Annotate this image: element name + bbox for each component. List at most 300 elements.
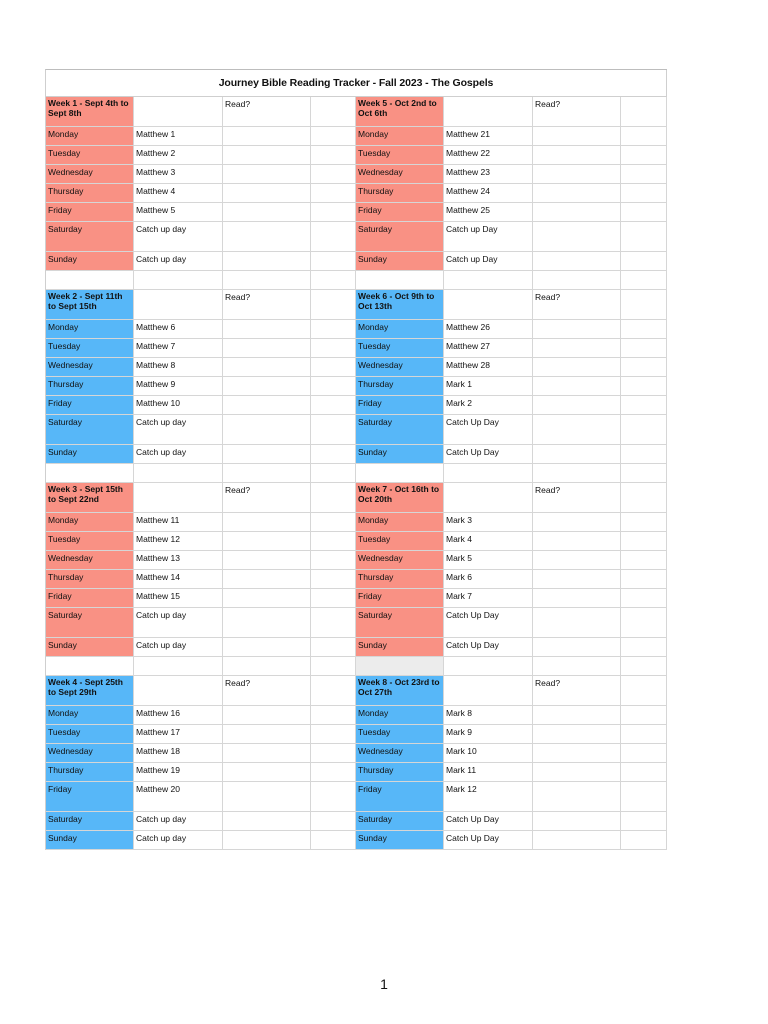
reading-cell: Matthew 15 [134,589,223,607]
table-row [46,638,356,657]
table-row [46,706,356,725]
read-checkbox-cell[interactable] [533,252,621,270]
read-checkbox-cell[interactable] [223,551,311,569]
reading-cell: Matthew 12 [134,532,223,550]
read-checkbox-cell[interactable] [223,358,311,376]
day-label: Wednesday [46,744,134,762]
spacer-cell [356,657,444,675]
table-row [46,146,356,165]
table-row [356,782,667,812]
week-header: Week 6 - Oct 9th to Oct 13th [356,290,444,319]
day-label: Wednesday [356,744,444,762]
table-row [46,608,356,638]
table-row [46,763,356,782]
read-checkbox-cell[interactable] [223,203,311,221]
reading-cell: Matthew 21 [444,127,533,145]
read-checkbox-cell[interactable] [223,377,311,395]
reading-cell: Matthew 6 [134,320,223,338]
day-label: Wednesday [46,358,134,376]
empty-cell [621,184,667,202]
day-label: Tuesday [356,532,444,550]
read-checkbox-cell[interactable] [223,252,311,270]
reading-cell: Mark 3 [444,513,533,531]
reading-tracker-table [45,69,667,850]
day-label: Saturday [46,415,134,444]
table-row [46,589,356,608]
empty-cell [621,320,667,338]
read-checkbox-cell[interactable] [533,184,621,202]
table-row [46,184,356,203]
empty-cell [621,638,667,656]
reading-cell: Matthew 14 [134,570,223,588]
day-label: Friday [356,396,444,414]
empty-cell [621,782,667,811]
read-checkbox-cell[interactable] [533,377,621,395]
read-checkbox-cell[interactable] [223,812,311,830]
empty-cell [444,290,533,319]
empty-cell [621,608,667,637]
spacer-cell [223,464,311,482]
day-label: Sunday [356,638,444,656]
empty-cell [311,513,356,531]
reading-cell: Matthew 7 [134,339,223,357]
read-header: Read? [223,483,311,512]
week-header: Week 7 - Oct 16th to Oct 20th [356,483,444,512]
week-table-left [46,676,356,850]
day-label: Thursday [356,570,444,588]
read-checkbox-cell[interactable] [533,570,621,588]
week-header-row [46,676,356,706]
read-checkbox-cell[interactable] [533,222,621,251]
table-row [356,763,667,782]
week-header: Week 4 - Sept 25th to Sept 29th [46,676,134,705]
empty-cell [311,551,356,569]
day-label: Wednesday [356,165,444,183]
empty-cell [621,744,667,762]
week-header: Week 1 - Sept 4th to Sept 8th [46,97,134,126]
empty-cell [621,222,667,251]
week-header: Week 8 - Oct 23rd to Oct 27th [356,676,444,705]
read-checkbox-cell[interactable] [533,165,621,183]
spacer-cell [356,271,444,289]
read-checkbox-cell[interactable] [533,445,621,463]
read-checkbox-cell[interactable] [533,706,621,724]
day-label: Wednesday [46,551,134,569]
reading-cell: Mark 2 [444,396,533,414]
read-checkbox-cell[interactable] [533,589,621,607]
table-row [356,532,667,551]
day-label: Friday [46,396,134,414]
read-checkbox-cell[interactable] [533,146,621,164]
spacer-cell [444,271,533,289]
day-label: Tuesday [46,725,134,743]
day-label: Tuesday [46,146,134,164]
table-row [356,445,667,464]
day-label: Thursday [356,377,444,395]
read-checkbox-cell[interactable] [533,396,621,414]
read-checkbox-cell[interactable] [533,831,621,849]
read-checkbox-cell[interactable] [223,415,311,444]
empty-cell [444,97,533,126]
empty-cell [311,532,356,550]
week-blocks [46,97,667,850]
table-row [46,831,356,850]
spacer-cell [356,464,444,482]
reading-cell: Matthew 3 [134,165,223,183]
reading-cell: Catch up day [134,415,223,444]
read-checkbox-cell[interactable] [223,638,311,656]
day-label: Monday [356,320,444,338]
read-checkbox-cell[interactable] [533,812,621,830]
read-checkbox-cell[interactable] [223,570,311,588]
table-row [46,532,356,551]
empty-cell [134,483,223,512]
day-label: Sunday [356,831,444,849]
reading-cell: Matthew 11 [134,513,223,531]
day-label: Sunday [356,445,444,463]
reading-cell: Matthew 4 [134,184,223,202]
day-label: Monday [46,127,134,145]
day-label: Wednesday [46,165,134,183]
read-checkbox-cell[interactable] [223,146,311,164]
empty-cell [311,165,356,183]
spacer-cell [311,464,356,482]
table-row [46,396,356,415]
day-label: Saturday [46,222,134,251]
empty-cell [311,831,356,849]
empty-cell [311,320,356,338]
empty-cell [621,146,667,164]
reading-cell: Matthew 20 [134,782,223,811]
empty-cell [621,706,667,724]
table-row [356,744,667,763]
read-checkbox-cell[interactable] [223,165,311,183]
read-checkbox-cell[interactable] [533,744,621,762]
reading-cell: Catch Up Day [444,608,533,637]
day-label: Tuesday [356,339,444,357]
week-table-left [46,97,356,271]
read-checkbox-cell[interactable] [223,184,311,202]
reading-cell: Catch Up Day [444,638,533,656]
empty-cell [311,203,356,221]
reading-cell: Catch Up Day [444,415,533,444]
day-label: Sunday [46,638,134,656]
read-checkbox-cell[interactable] [533,203,621,221]
table-row [356,725,667,744]
table-row [356,570,667,589]
empty-cell [621,570,667,588]
read-checkbox-cell[interactable] [223,831,311,849]
empty-cell [311,290,356,319]
read-header: Read? [533,676,621,705]
day-label: Friday [356,782,444,811]
read-checkbox-cell[interactable] [533,608,621,637]
empty-cell [621,165,667,183]
day-label: Friday [46,589,134,607]
read-checkbox-cell[interactable] [533,638,621,656]
read-checkbox-cell[interactable] [223,589,311,607]
read-checkbox-cell[interactable] [533,763,621,781]
spacer-cell [46,271,134,289]
empty-cell [621,513,667,531]
reading-cell: Catch up day [134,831,223,849]
spacer-cell [46,464,134,482]
week-header-row [356,290,667,320]
reading-cell: Matthew 5 [134,203,223,221]
empty-cell [621,396,667,414]
empty-cell [621,415,667,444]
read-checkbox-cell[interactable] [533,513,621,531]
table-row [46,744,356,763]
table-row [356,831,667,850]
empty-cell [311,608,356,637]
read-checkbox-cell[interactable] [533,415,621,444]
read-checkbox-cell[interactable] [533,358,621,376]
week-table-left [46,483,356,657]
table-row [356,513,667,532]
read-checkbox-cell[interactable] [223,744,311,762]
read-checkbox-cell[interactable] [533,127,621,145]
reading-cell: Matthew 27 [444,339,533,357]
table-row [356,127,667,146]
day-label: Tuesday [356,146,444,164]
week-table-right [356,483,667,657]
empty-cell [311,570,356,588]
day-label: Thursday [46,184,134,202]
read-header: Read? [223,676,311,705]
table-row [356,358,667,377]
reading-cell: Mark 1 [444,377,533,395]
read-checkbox-cell[interactable] [533,532,621,550]
empty-cell [621,551,667,569]
read-checkbox-cell[interactable] [223,222,311,251]
day-label: Tuesday [356,725,444,743]
table-row [356,396,667,415]
spacer-cell [621,271,667,289]
reading-cell: Catch Up Day [444,445,533,463]
reading-cell: Matthew 2 [134,146,223,164]
table-row [46,812,356,831]
week-block [46,97,667,271]
week-header: Week 5 - Oct 2nd to Oct 6th [356,97,444,126]
day-label: Friday [356,203,444,221]
spacer-cell [46,657,134,675]
empty-cell [311,396,356,414]
empty-cell [311,782,356,811]
day-label: Saturday [356,415,444,444]
week-header-row [356,97,667,127]
empty-cell [621,97,667,126]
spacer-cell [134,271,223,289]
empty-cell [311,222,356,251]
read-checkbox-cell[interactable] [223,706,311,724]
reading-cell: Catch up day [134,445,223,463]
spacer-cell [621,657,667,675]
empty-cell [444,483,533,512]
reading-cell: Matthew 13 [134,551,223,569]
table-row [356,706,667,725]
read-header: Read? [533,483,621,512]
empty-cell [311,744,356,762]
day-label: Thursday [356,184,444,202]
table-row [356,589,667,608]
week-header-row [46,97,356,127]
reading-cell: Matthew 19 [134,763,223,781]
empty-cell [311,146,356,164]
table-row [356,252,667,271]
day-label: Wednesday [356,551,444,569]
day-label: Saturday [46,812,134,830]
spacer-cell [134,464,223,482]
reading-cell: Mark 12 [444,782,533,811]
week-header: Week 2 - Sept 11th to Sept 15th [46,290,134,319]
table-row [46,551,356,570]
table-row [356,608,667,638]
reading-cell: Matthew 28 [444,358,533,376]
spacer-cell [223,271,311,289]
spacer-cell [533,464,621,482]
reading-cell: Catch Up Day [444,831,533,849]
empty-cell [134,676,223,705]
read-checkbox-cell[interactable] [533,320,621,338]
spacer-cell [444,464,533,482]
reading-cell: Matthew 22 [444,146,533,164]
day-label: Saturday [356,222,444,251]
reading-cell: Catch up day [134,608,223,637]
spacer-cell [444,657,533,675]
table-row [46,203,356,222]
read-checkbox-cell[interactable] [223,445,311,463]
week-table-left [46,290,356,464]
read-checkbox-cell[interactable] [533,339,621,357]
reading-cell: Mark 6 [444,570,533,588]
empty-cell [311,184,356,202]
reading-cell: Matthew 9 [134,377,223,395]
week-table-right [356,290,667,464]
spacer-cell [311,657,356,675]
empty-cell [311,415,356,444]
table-row [356,146,667,165]
read-header: Read? [223,290,311,319]
read-checkbox-cell[interactable] [223,782,311,811]
day-label: Saturday [356,812,444,830]
read-header: Read? [223,97,311,126]
table-row [356,203,667,222]
day-label: Thursday [46,763,134,781]
read-checkbox-cell[interactable] [223,320,311,338]
empty-cell [621,676,667,705]
empty-cell [444,676,533,705]
read-checkbox-cell[interactable] [223,532,311,550]
week-header-row [356,676,667,706]
empty-cell [311,763,356,781]
week-table-right [356,97,667,271]
reading-cell: Catch up day [134,252,223,270]
empty-cell [621,339,667,357]
table-row [46,165,356,184]
read-checkbox-cell[interactable] [533,551,621,569]
empty-cell [311,725,356,743]
empty-cell [621,252,667,270]
spacer-cell [621,464,667,482]
table-row [46,725,356,744]
day-label: Monday [46,320,134,338]
empty-cell [134,97,223,126]
table-row [46,415,356,445]
week-block [46,290,667,464]
reading-cell: Catch up day [134,638,223,656]
table-row [46,782,356,812]
read-checkbox-cell[interactable] [223,127,311,145]
week-header-row [356,483,667,513]
day-label: Sunday [356,252,444,270]
reading-cell: Mark 5 [444,551,533,569]
empty-cell [311,638,356,656]
day-label: Thursday [46,570,134,588]
table-row [46,445,356,464]
tracker-title: Journey Bible Reading Tracker - Fall 2023 - The Gospels [46,70,667,97]
day-label: Wednesday [356,358,444,376]
empty-cell [311,676,356,705]
read-checkbox-cell[interactable] [533,782,621,811]
spacer-cell [134,657,223,675]
table-row [356,638,667,657]
empty-cell [311,377,356,395]
reading-cell: Matthew 18 [134,744,223,762]
day-label: Monday [356,127,444,145]
empty-cell [311,339,356,357]
empty-cell [311,445,356,463]
spacer-cell [223,657,311,675]
read-checkbox-cell[interactable] [223,339,311,357]
table-row [356,339,667,358]
day-label: Monday [356,706,444,724]
week-block [46,483,667,657]
day-label: Friday [356,589,444,607]
empty-cell [621,377,667,395]
read-checkbox-cell[interactable] [223,513,311,531]
empty-cell [311,127,356,145]
read-checkbox-cell[interactable] [223,725,311,743]
reading-cell: Matthew 24 [444,184,533,202]
reading-cell: Matthew 23 [444,165,533,183]
table-row [46,377,356,396]
reading-cell: Matthew 1 [134,127,223,145]
reading-cell: Matthew 17 [134,725,223,743]
empty-cell [621,532,667,550]
spacer-cell [533,271,621,289]
empty-cell [311,589,356,607]
read-checkbox-cell[interactable] [223,608,311,637]
spacer-row [46,271,667,290]
reading-cell: Matthew 25 [444,203,533,221]
empty-cell [621,831,667,849]
spacer-cell [311,271,356,289]
empty-cell [311,358,356,376]
empty-cell [311,706,356,724]
read-checkbox-cell[interactable] [223,763,311,781]
empty-cell [621,203,667,221]
reading-cell: Matthew 16 [134,706,223,724]
read-checkbox-cell[interactable] [533,725,621,743]
table-row [46,127,356,146]
week-header-row [46,290,356,320]
day-label: Tuesday [46,339,134,357]
reading-cell: Catch Up Day [444,812,533,830]
week-block [46,676,667,850]
page-number: 1 [380,976,388,992]
read-checkbox-cell[interactable] [223,396,311,414]
